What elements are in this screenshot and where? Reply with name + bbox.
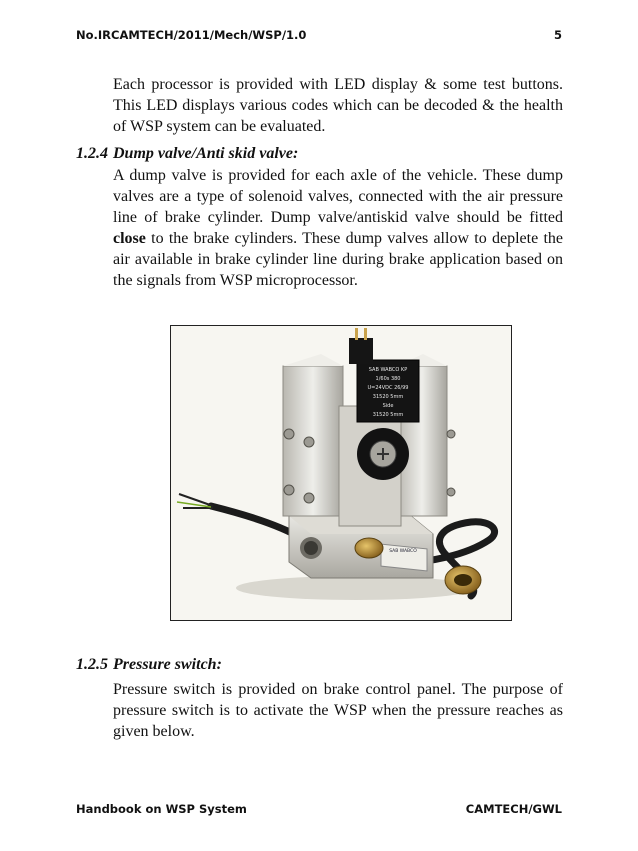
dump-valve-photo [170,325,512,621]
footer-left: Handbook on WSP System [76,802,247,816]
pressure-switch-paragraph [113,679,563,742]
label-line-6: 31520 5mm [372,412,404,418]
label-line-4: 31520 5mm [372,394,404,400]
page-footer [76,802,562,816]
document-reference: No.IRCAMTECH/2011/Mech/WSP/1.0 [76,28,307,42]
section-title: Pressure switch: [113,656,222,673]
page-number: 5 [553,28,562,42]
intro-text: Each processor is provided with LED display & some test buttons. This LED displays various codes which can be decoded & the health of WSP system can be evaluated. [113,76,563,135]
dump-valve-paragraph [113,165,563,291]
dump-valve-text-2: to the brake cylinders. These dump valves allow to deplete the air available in brake cylinder line during brake application based on the signals from WSP microprocessor. [113,230,563,289]
section-number: 1.2.4 [76,145,108,162]
label-line-5: Side [382,403,394,409]
section-heading-1-2-5 [76,654,222,675]
footer-right: CAMTECH/GWL [465,802,562,816]
intro-paragraph [113,74,563,137]
section-title: Dump valve/Anti skid valve: [113,145,299,162]
plate-brand: SAB WABCO [389,549,417,554]
label-line-3: U=24VDC 26/99 [367,385,409,391]
label-line-1: SAB WABCO KP [368,367,408,373]
label-line-2: 1/60s 380 [375,376,401,382]
pressure-switch-text: Pressure switch is provided on brake control panel. The purpose of pressure switch is to activate the WSP when the pressure reaches as given below. [113,681,563,740]
section-number: 1.2.5 [76,656,108,673]
dump-valve-bold-word: close [113,230,146,247]
section-heading-1-2-4 [76,143,298,164]
page-header [76,28,562,42]
dump-valve-text-1: A dump valve is provided for each axle of the vehicle. These dump valves are a type of solenoid valves, connected with the air pressure line of brake cylinder. Dump valve/antiskid valve should be fitted [113,167,563,226]
